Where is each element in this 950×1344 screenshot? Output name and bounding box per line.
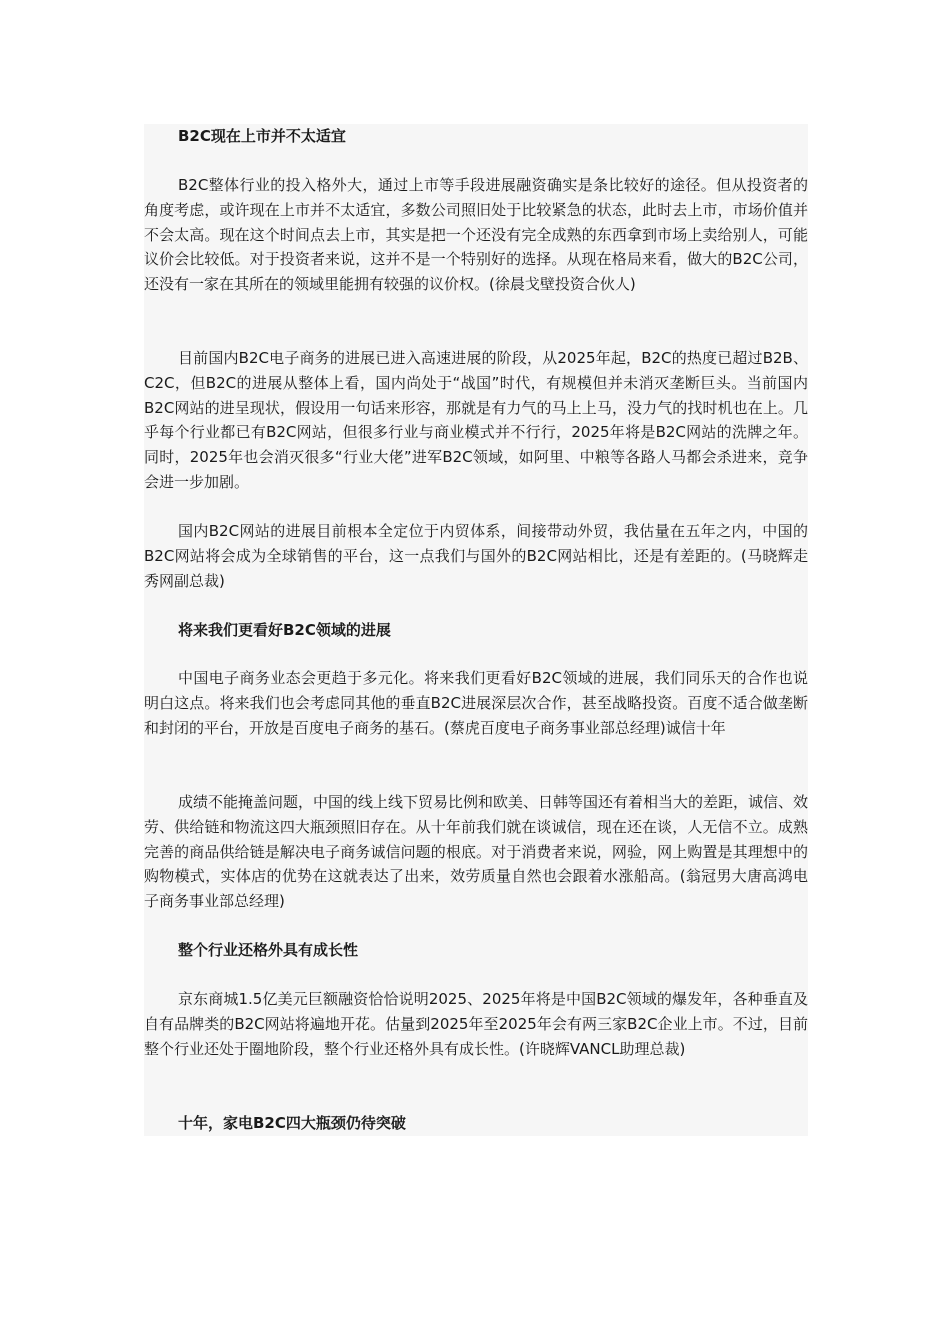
paragraph-integrity: 成绩不能掩盖问题，中国的线上线下贸易比例和欧美、日韩等国还有着相当大的差距，诚信、效劳、供给链和物流这四大瓶颈照旧存在。从十年前我们就在谈诚信，现在还在谈，人无信不立。成熟完善的商品供给链是解决电子商务诚信问题的根底。对于消费者来说，网验，网上购置是其理想中的购物模式，实体店的优势在这就表达了出来，效劳质量自然也会跟着水涨船高。(翁冠男大唐高鸿电子商务事业部总经理) — [144, 793, 809, 911]
paragraph-b2c-domestic: 国内B2C网站的进展目前根本全定位于内贸体系，间接带动外贸，我估量在五年之内，中国的B2C网站将会成为全球销售的平台，这一点我们与国外的B2C网站相比，还是有差距的。(马晓辉走秀网副总裁) — [144, 522, 808, 590]
paragraph-ipo-investor: B2C整体行业的投入格外大，通过上市等手段进展融资确实是条比较好的途径。但从投资者的角度考虑，或许现在上市并不太适宜，多数公司照旧处于比较紧急的状态，此时去上市，市场价值并不会太高。现在这个时间点去上市，其实是把一个还没有完全成熟的东西拿到市场上卖给别人，可能议价会比较低。对于投资者来说，这并不是一个特别好的选择。从现在格局来看，做大的B2C公司，还没有一家在其所在的领域里能拥有较强的议价权。(徐晨戈壁投资合伙人) — [144, 176, 808, 294]
paragraph-jd-funding: 京东商城1.5亿美元巨额融资恰恰说明2025、2025年将是中国B2C领域的爆发年，各种垂直及自有品牌类的B2C网站将遍地开花。估量到2025年至2025年会有两三家B2C企业上市。不过，目前整个行业还处于圈地阶段，整个行业还格外具有成长性。(许晓辉VANCL助理总裁) — [144, 990, 808, 1058]
paragraph-baidu: 中国电子商务业态会更趋于多元化。将来我们更看好B2C领域的进展，我们同乐天的合作也说明白这点。将来我们也会考虑同其他的垂直B2C进展深层次合作，甚至战略投资。百度不适合做垄断和封闭的平台，开放是百度电子商务的基石。(蔡虎百度电子商务事业部总经理)诚信十年 — [144, 669, 808, 737]
section-heading-future: 将来我们更看好B2C领域的进展 — [178, 621, 391, 639]
section-heading-appliance: 十年，家电B2C四大瓶颈仍待突破 — [178, 1114, 406, 1132]
section-heading-ipo: B2C现在上市并不太适宜 — [178, 127, 346, 145]
paragraph-b2c-progress: 目前国内B2C电子商务的进展已进入高速进展的阶段，从2025年起，B2C的热度已超过B2B、C2C，但B2C的进展从整体上看，国内尚处于“战国”时代，有规模但并未消灭垄断巨头。当前国内B2C网站的进呈现状，假设用一句话来形容，那就是有力气的马上上马，没力气的找时机也在上。几乎每个行业都已有B2C网站，但很多行业与商业模式并不行行，2025年将是B2C网站的洗牌之年。同时，2025年也会消灭很多“行业大佬”进军B2C领域，如阿里、中粮等各路人马都会杀进来，竞争会进一步加剧。 — [144, 349, 808, 491]
article-body — [144, 124, 808, 1136]
section-heading-growth: 整个行业还格外具有成长性 — [178, 941, 359, 959]
